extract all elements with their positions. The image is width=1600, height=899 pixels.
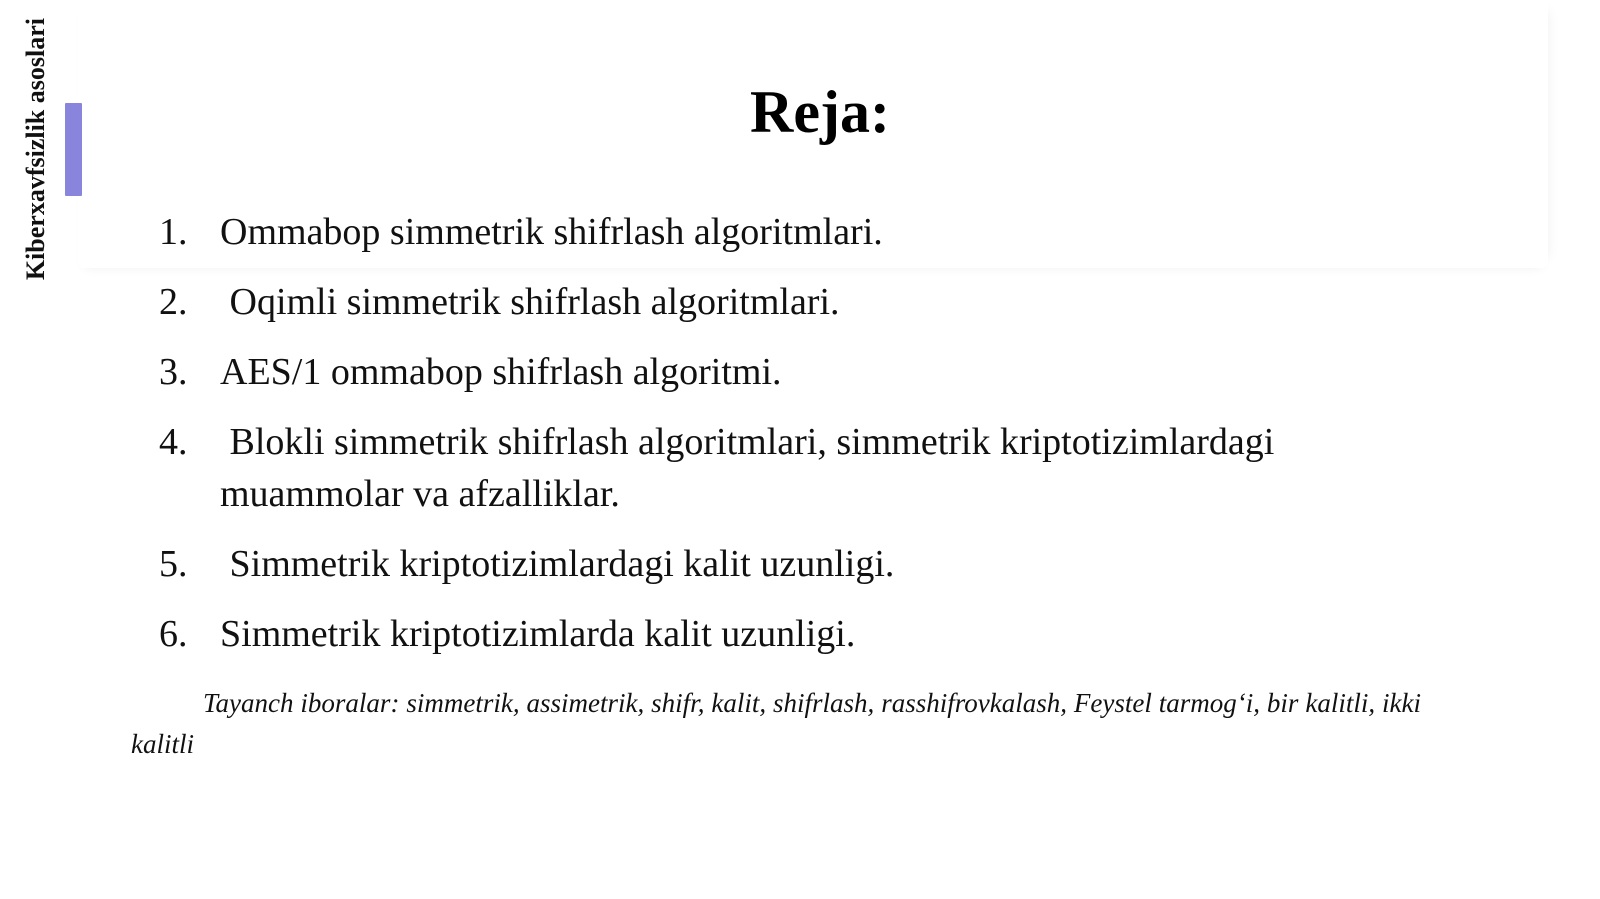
item-number: 5. xyxy=(159,543,188,585)
keywords-paragraph: Tayanch iboralar: simmetrik, assimetrik, shifr, kalit, shifrlash, rasshifrovkalash, Feystel tarmog‘i, bir kalitli, ikki kalitli xyxy=(131,688,1421,759)
course-title-container xyxy=(18,18,54,326)
item-text: AES/1 ommabop shifrlash algoritmi. xyxy=(220,351,782,393)
slide-title: Reja: xyxy=(750,79,890,145)
plan-item-3 xyxy=(150,346,1410,398)
item-text: Simmetrik kriptotizimlardagi kalit uzunligi. xyxy=(220,543,895,585)
item-text: Oqimli simmetrik shifrlash algoritmlari. xyxy=(220,281,840,323)
plan-item-4 xyxy=(150,416,1410,520)
item-number: 3. xyxy=(159,351,188,393)
plan-item-2 xyxy=(150,276,1410,328)
item-number: 6. xyxy=(159,613,188,655)
item-number: 1. xyxy=(159,211,188,253)
plan-item-1 xyxy=(150,206,1410,258)
plan-item-5 xyxy=(150,538,1410,590)
item-text: Blokli simmetrik shifrlash algoritmlari, simmetrik kriptotizimlardagi muammolar va afzalliklar. xyxy=(220,421,1284,515)
accent-bar xyxy=(65,103,82,196)
course-title: Kiberxavfsizlik asoslari xyxy=(21,18,50,281)
item-number: 4. xyxy=(159,421,188,463)
item-number: 2. xyxy=(159,281,188,323)
plan-list xyxy=(150,206,1410,678)
item-text: Ommabop simmetrik shifrlash algoritmlari. xyxy=(220,211,883,253)
plan-item-6 xyxy=(150,608,1410,660)
item-text: Simmetrik kriptotizimlarda kalit uzunligi. xyxy=(220,613,856,655)
